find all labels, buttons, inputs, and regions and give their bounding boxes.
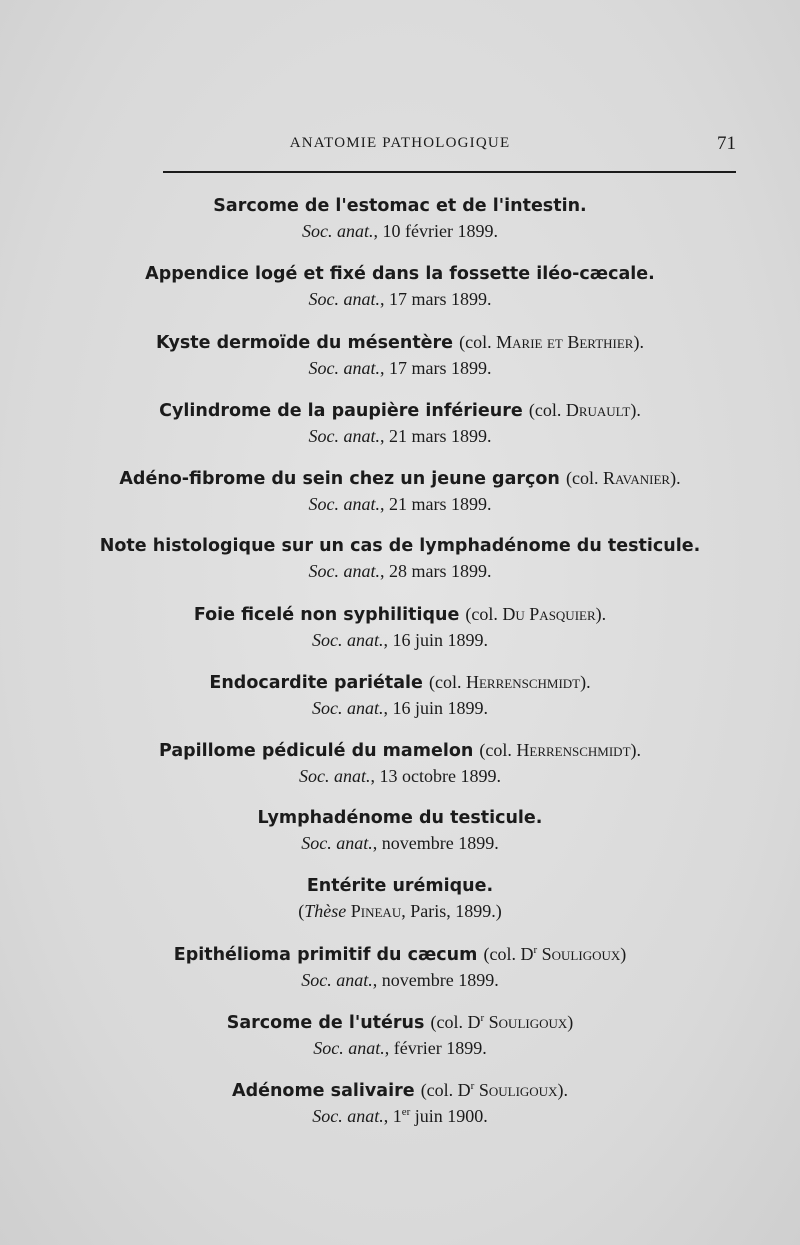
entry-title: Cylindrome de la paupière inférieure	[159, 401, 523, 421]
entry-reference: Soc. anat., 28 mars 1899.	[308, 561, 492, 581]
bibliography-entry	[0, 193, 800, 261]
page-number: 71	[717, 133, 736, 154]
entry-reference: Soc. anat., 17 mars 1899.	[308, 289, 492, 309]
entry-reference: Soc. anat., novembre 1899.	[301, 833, 499, 853]
entry-title: Adéno-fibrome du sein chez un jeune garçon	[119, 469, 560, 489]
entry-reference: Soc. anat., février 1899.	[313, 1038, 487, 1058]
entry-title: Kyste dermoïde du mésentère	[156, 333, 454, 353]
entry-title: Appendice logé et fixé dans la fossette iléo-cæcale.	[145, 264, 655, 284]
bibliography-entry	[0, 1009, 800, 1077]
entry-reference: Soc. anat., 16 juin 1899.	[311, 698, 488, 718]
bibliography-entry	[0, 805, 800, 873]
bibliography-list	[0, 193, 800, 1145]
header-rule	[163, 171, 736, 173]
entry-title: Sarcome de l'utérus	[226, 1013, 425, 1033]
entry-collaborators: (col. $D^r$ Souligoux)	[430, 1012, 574, 1032]
entry-collaborators: (col. Marie et Berthier).	[459, 332, 644, 352]
entry-collaborators: (col. Herrenschmidt).	[479, 740, 642, 760]
bibliography-entry	[0, 533, 800, 601]
entry-collaborators: (col. Druault).	[528, 400, 641, 420]
entry-reference: Soc. anat., 13 octobre 1899.	[299, 766, 501, 786]
entry-reference: Soc. anat., 21 mars 1899.	[308, 494, 492, 514]
entry-title: Foie ficelé non syphilitique	[193, 605, 460, 625]
entry-reference: Soc. anat., 10 février 1899.	[302, 221, 498, 241]
bibliography-entry	[0, 329, 800, 397]
bibliography-entry	[0, 465, 800, 533]
entry-collaborators: (col. Ravanier).	[565, 468, 681, 488]
bibliography-entry	[0, 737, 800, 805]
bibliography-entry	[0, 1077, 800, 1145]
bibliography-entry	[0, 397, 800, 465]
entry-title: Endocardite pariétale	[209, 673, 423, 693]
entry-title: Lymphadénome du testicule.	[257, 808, 543, 828]
entry-title: Note histologique sur un cas de lymphadénome du testicule.	[99, 536, 701, 556]
running-title: ANATOMIE PATHOLOGIQUE	[289, 135, 511, 151]
entry-reference: (Thèse Pineau, Paris, 1899.)	[298, 901, 502, 921]
entry-collaborators: (col. Du Pasquier).	[465, 604, 607, 624]
entry-collaborators: (col. Herrenschmidt).	[429, 672, 591, 692]
entry-collaborators: (col. $D^r$ Souligoux).	[420, 1080, 568, 1100]
entry-reference: Soc. anat., 16 juin 1899.	[311, 630, 488, 650]
entry-reference: Soc. anat., 21 mars 1899.	[308, 426, 492, 446]
page-header	[0, 135, 800, 159]
entry-title: Epithélioma primitif du cæcum	[173, 945, 478, 965]
bibliography-entry	[0, 669, 800, 737]
entry-reference: Soc. anat., 17 mars 1899.	[308, 358, 492, 378]
entry-title: Entérite urémique.	[306, 876, 494, 896]
entry-title: Papillome pédiculé du mamelon	[158, 741, 474, 761]
entry-title: Sarcome de l'estomac et de l'intestin.	[213, 196, 587, 216]
entry-title: Adénome salivaire	[232, 1081, 415, 1101]
bibliography-entry	[0, 601, 800, 669]
bibliography-entry	[0, 873, 800, 941]
entry-reference: Soc. anat., 1er juin 1900.	[312, 1106, 488, 1126]
entry-reference: Soc. anat., novembre 1899.	[301, 970, 499, 990]
entry-collaborators: (col. $D^r$ Souligoux)	[483, 944, 627, 964]
bibliography-entry	[0, 941, 800, 1009]
bibliography-entry	[0, 261, 800, 329]
